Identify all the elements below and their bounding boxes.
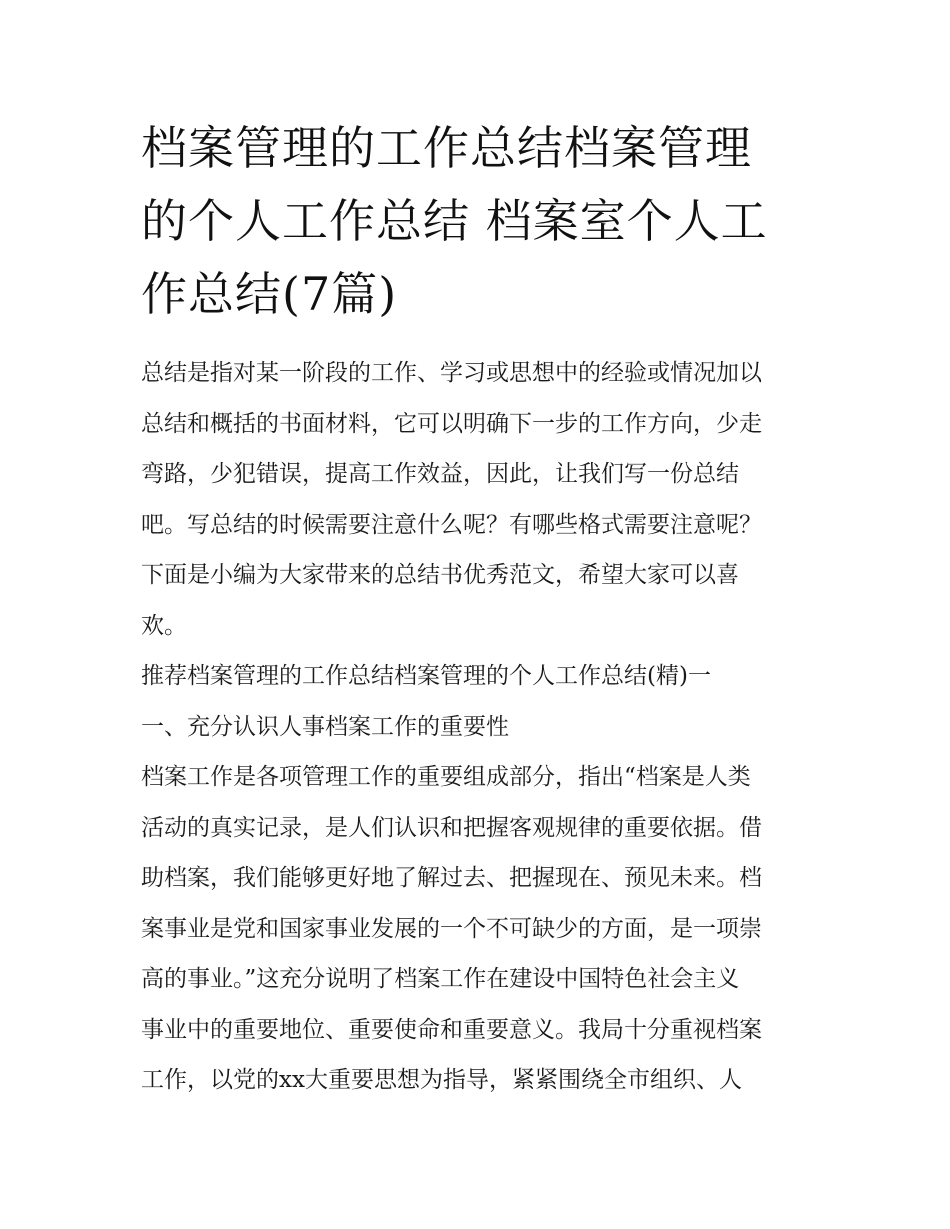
section-heading bbox=[141, 702, 821, 753]
recommendation-heading bbox=[141, 651, 821, 702]
text-line: 事业中的重要地位、重要使命和重要意义。我局十分重视档案 bbox=[141, 1016, 762, 1043]
text-line: 高的事业。”这充分说明了档案工作在建设中国特色社会主义 bbox=[141, 966, 740, 992]
text-line: 案事业是党和国家事业发展的一个不可缺少的方面，是一项崇 bbox=[141, 915, 762, 942]
document-page bbox=[141, 112, 821, 1106]
text-line: 推荐档案管理的工作总结档案管理的个人工作总结(精)一 bbox=[141, 663, 711, 689]
text-line: 吧。写总结的时候需要注意什么呢？有哪些格式需要注意呢？ bbox=[141, 511, 762, 538]
text-line: 工作，以党的xx大重要思想为指导，紧紧围绕全市组织、人 bbox=[141, 1067, 742, 1093]
document-body bbox=[141, 348, 821, 1106]
document-title bbox=[141, 112, 821, 331]
text-line: 助档案，我们能够更好地了解过去、把握现在、预见未来。档 bbox=[141, 865, 762, 891]
title-line: 档案管理的工作总结档案管理 bbox=[141, 121, 752, 175]
text-line: 一、充分认识人事档案工作的重要性 bbox=[141, 713, 509, 740]
text-line: 总结和概括的书面材料，它可以明确下一步的工作方向，少走 bbox=[141, 410, 762, 437]
text-line: 下面是小编为大家带来的总结书优秀范文，希望大家可以喜 bbox=[141, 562, 739, 588]
title-line: 作总结(7篇) bbox=[141, 267, 398, 321]
intro-paragraph bbox=[141, 348, 821, 651]
title-line: 的个人工作总结 档案室个人工 bbox=[141, 194, 768, 248]
text-line: 弯路，少犯错误，提高工作效益，因此，让我们写一份总结 bbox=[141, 461, 739, 487]
text-line: 总结是指对某一阶段的工作、学习或思想中的经验或情况加以 bbox=[141, 360, 762, 386]
body-paragraph bbox=[141, 752, 821, 1106]
text-line: 欢。 bbox=[141, 612, 187, 639]
text-line: 活动的真实记录，是人们认识和把握客观规律的重要依据。借 bbox=[141, 814, 762, 841]
text-line: 档案工作是各项管理工作的重要组成部分，指出“档案是人类 bbox=[141, 764, 751, 790]
